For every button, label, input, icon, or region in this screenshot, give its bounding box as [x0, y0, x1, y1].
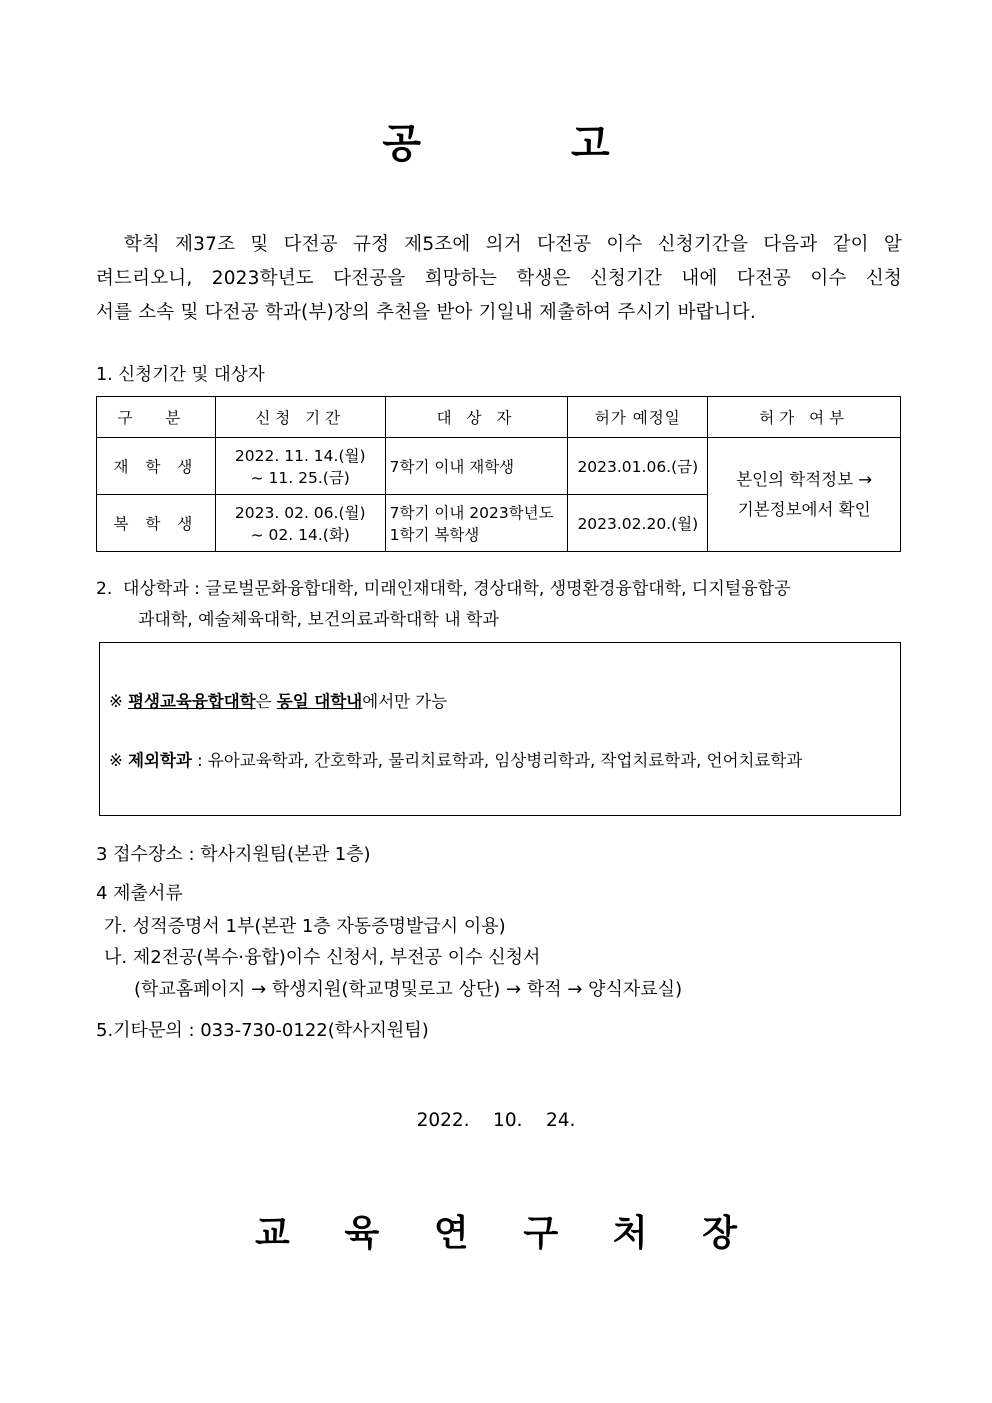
section2-target-departments [96, 574, 906, 636]
title-char: 공 [382, 121, 421, 167]
target-line: 7학기 이내 2023학년도 [389, 504, 554, 522]
signature-char: 육 [344, 1212, 380, 1254]
signature-char: 장 [702, 1212, 737, 1254]
header-target: 대 상 자 [385, 397, 568, 438]
row-target [385, 495, 568, 552]
intro-line: 서를 소속 및 다전공 학과(부)장의 추천을 받아 기일내 제출하여 주시기 바랍니다. [96, 302, 756, 323]
signature-char: 구 [523, 1212, 559, 1254]
period-start: 2023. 02. 06.(월) [234, 504, 366, 522]
intro-line: 학칙 제37조 및 다전공 규정 제5조에 의거 다전공 이수 신청기간을 다음과 같이 알 [96, 234, 902, 255]
row-approval-date: 2023.01.06.(금) [568, 438, 708, 495]
section1-heading: 1. 신청기간 및 대상자 [96, 365, 265, 385]
intro-paragraph [96, 228, 902, 330]
section3-location: 3 접수장소 : 학사지원팀(본관 1층) [96, 844, 371, 865]
intro-line: 려드리오니, 2023학년도 다전공을 희망하는 학생은 신청기간 내에 다전공 이수 신청 [96, 268, 902, 289]
signature-char: 교 [255, 1212, 290, 1254]
approval-check-line: 본인의 학적정보 → [736, 469, 873, 489]
note-text: 에서만 가능 [362, 692, 448, 711]
title-char: 고 [571, 121, 610, 167]
row-target [385, 438, 568, 495]
note-excluded-list: : 유아교육학과, 간호학과, 물리치료학과, 임상병리학과, 작업치료학과, 언어치료학과 [197, 751, 803, 770]
section2-number: 2. [96, 579, 113, 599]
row-category: 복 학 생 [97, 495, 216, 552]
note-excluded-label: 제외학과 [128, 751, 192, 770]
note-college-name: 평생교육융합대학 [128, 692, 256, 711]
target-line: 7학기 이내 재학생 [389, 458, 515, 476]
section2-line: 과대학, 예술체육대학, 보건의료과학대학 내 학과 [138, 610, 499, 630]
header-approval-check: 허가 여부 [708, 397, 901, 438]
note-text: 은 [255, 692, 272, 711]
issuer-signature [255, 1205, 737, 1256]
section5-contact: 5.기타문의 : 033-730-0122(학사지원팀) [96, 1020, 429, 1041]
row-period [215, 438, 385, 495]
signature-char: 연 [433, 1212, 469, 1254]
row-category: 재 학 생 [97, 438, 216, 495]
header-category: 구 분 [97, 397, 216, 438]
note-mark: ※ [109, 751, 123, 770]
target-line: 1학기 복학생 [389, 526, 480, 544]
section4-item-a: 가. 성적증명서 1부(본관 1층 자동증명발급시 이용) [104, 916, 506, 937]
signature-char: 처 [612, 1212, 648, 1254]
notice-box [99, 642, 901, 816]
section4-item-b: 나. 제2전공(복수·융합)이수 신청서, 부전공 이수 신청서 [104, 947, 541, 968]
application-period-table [96, 396, 901, 552]
header-approval-date: 허가 예정일 [568, 397, 708, 438]
note-lifelong-college [109, 688, 447, 712]
row-period [215, 495, 385, 552]
notice-title [0, 112, 992, 169]
note-mark: ※ [109, 692, 123, 711]
table-header-row [97, 397, 901, 438]
section4-item-b-path: (학교홈페이지 → 학생지원(학교명및로고 상단) → 학적 → 양식자료실) [134, 979, 683, 1000]
note-excluded-departments [109, 747, 802, 771]
period-start: 2022. 11. 14.(월) [234, 447, 366, 465]
section2-label: 대상학과 : [123, 579, 200, 599]
section4-heading: 4 제출서류 [96, 883, 183, 904]
header-period: 신청 기간 [215, 397, 385, 438]
period-end: ~ 11. 25.(금) [250, 469, 350, 487]
approval-check-cell [708, 438, 901, 552]
notice-date: 2022. 10. 24. [416, 1110, 576, 1131]
period-end: ~ 02. 14.(화) [250, 526, 350, 544]
table-row [97, 438, 901, 495]
note-scope: 동일 대학내 [276, 692, 363, 711]
section2-line: 글로벌문화융합대학, 미래인재대학, 경상대학, 생명환경융합대학, 디지털융합공 [205, 579, 791, 599]
approval-check-line: 기본정보에서 확인 [737, 499, 871, 519]
row-approval-date: 2023.02.20.(월) [568, 495, 708, 552]
